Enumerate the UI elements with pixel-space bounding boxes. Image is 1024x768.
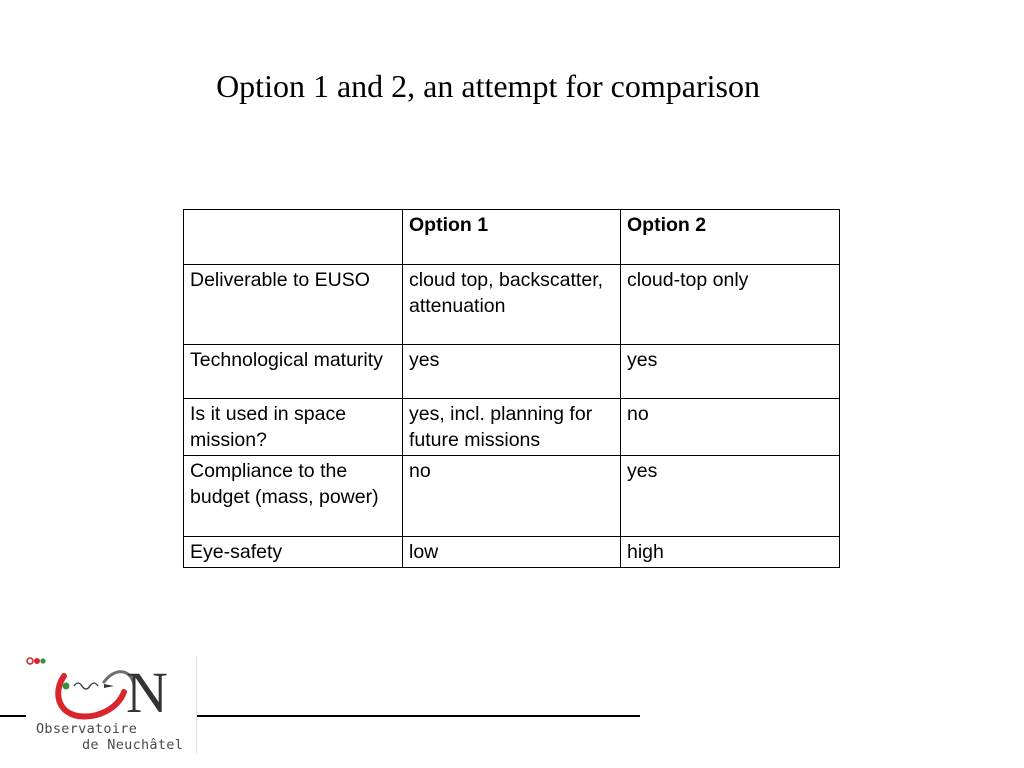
table-row bbox=[184, 399, 840, 456]
option-2-cell: cloud-top only bbox=[621, 265, 840, 345]
header-cell-empty bbox=[184, 210, 403, 265]
criterion-cell: Compliance to the budget (mass, power) bbox=[184, 456, 403, 537]
table-row bbox=[184, 345, 840, 399]
table-header-row bbox=[184, 210, 840, 265]
logo-wave bbox=[74, 683, 98, 689]
header-cell-option-1: Option 1 bbox=[403, 210, 621, 265]
criterion-cell: Eye-safety bbox=[184, 537, 403, 568]
option-1-cell: yes, incl. planning for future missions bbox=[403, 399, 621, 456]
option-1-cell: low bbox=[403, 537, 621, 568]
criterion-cell: Technological maturity bbox=[184, 345, 403, 399]
observatoire-logo-mark bbox=[26, 656, 196, 722]
footer-divider-right bbox=[196, 715, 640, 717]
option-2-cell: high bbox=[621, 537, 840, 568]
option-1-cell: yes bbox=[403, 345, 621, 399]
header-cell-option-2: Option 2 bbox=[621, 210, 840, 265]
table-row bbox=[184, 265, 840, 345]
option-1-cell: no bbox=[403, 456, 621, 537]
option-2-cell: no bbox=[621, 399, 840, 456]
slide-title: Option 1 and 2, an attempt for comparison bbox=[216, 68, 760, 104]
logo-dots-icon bbox=[26, 656, 46, 666]
option-1-cell: cloud top, backscatter, attenuation bbox=[403, 265, 621, 345]
criterion-cell: Deliverable to EUSO bbox=[184, 265, 403, 345]
logo-red-swoosh bbox=[58, 676, 124, 716]
option-2-cell: yes bbox=[621, 345, 840, 399]
logo-monogram: N bbox=[126, 660, 168, 722]
footer-divider-left bbox=[0, 715, 26, 717]
logo-text-line-1: Observatoire bbox=[36, 721, 138, 737]
observatoire-logo bbox=[26, 656, 197, 754]
comparison-table bbox=[183, 209, 840, 568]
logo-arrow bbox=[104, 684, 114, 688]
logo-green-dot bbox=[63, 683, 70, 690]
criterion-cell: Is it used in space mission? bbox=[184, 399, 403, 456]
table-row bbox=[184, 456, 840, 537]
logo-text-line-2: de Neuchâtel bbox=[82, 737, 184, 753]
option-2-cell: yes bbox=[621, 456, 840, 537]
table-row bbox=[184, 537, 840, 568]
